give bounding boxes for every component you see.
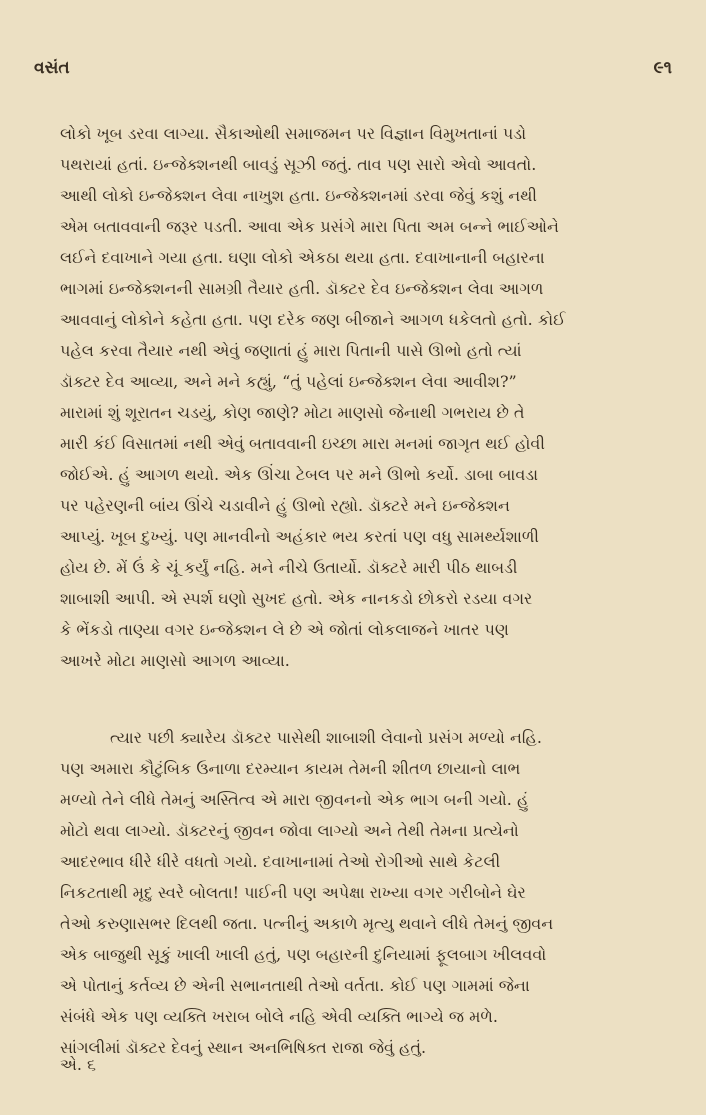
text-line: મળ્યો તેને લીધે તેમનું અસ્તિત્વ એ મારા જીવનનો એક ભાગ બની ગયો. હું bbox=[60, 790, 529, 809]
text-line: સંબંધે એક પણ વ્યક્તિ ખરાબ બોલે નહિ એવી વ્યક્તિ ભાગ્યે જ મળે. bbox=[60, 1007, 498, 1026]
text-line: મારામાં શું શૂરાતન ચડયું, કોણ જાણે? મોટા માણસો જેનાથી ગભરાય છે તે bbox=[60, 403, 525, 422]
text-line: સાંગલીમાં ડૉક્ટર દેવનું સ્થાન અનભિષિક્ત રાજા જેવું હતું. bbox=[60, 1038, 427, 1057]
text-line: આખરે મોટા માણસો આગળ આવ્યા. bbox=[60, 651, 290, 670]
text-line: પથરાયાં હતાં. ઇન્જેક્શનથી બાવડું સૂઝી જતું. તાવ પણ સારો એવો આવતો. bbox=[60, 155, 537, 174]
text-line: મારી કંઈ વિસાતમાં નથી એવું બતાવવાની ઇચ્છા મારા મનમાં જાગૃત થઈ હોવી bbox=[60, 434, 545, 453]
text-line: લોકો ખૂબ ડરવા લાગ્યા. સૈકાઓથી સમાજમન પર વિજ્ઞાન વિમુખતાનાં પડો bbox=[60, 124, 527, 143]
signature-mark: એ. ૬ bbox=[60, 1055, 97, 1074]
text-line: મોટો થવા લાગ્યો. ડૉક્ટરનું જીવન જોવા લાગ્યો અને તેથી તેમના પ્રત્યેનો bbox=[60, 821, 519, 840]
text-line: આથી લોકો ઇન્જેક્શન લેવા નાખુશ હતા. ઇન્જેક્શનમાં ડરવા જેવું કશું નથી bbox=[60, 186, 537, 205]
text-line: એક બાજુથી સૂકું ખાલી ખાલી હતું, પણ બહારની દુનિયામાં ફૂલબાગ ખીલવવો bbox=[60, 945, 547, 964]
text-line: તેઓ કરુણાસભર દિલથી જતા. પત્નીનું અકાળે મૃત્યુ થવાને લીધે તેમનું જીવન bbox=[60, 914, 554, 933]
text-line: પહેલ કરવા તૈયાર નથી એવું જણાતાં હું મારા પિતાની પાસે ઊભો હતો ત્યાં bbox=[60, 341, 522, 360]
text-line: નિકટતાથી મૃદુ સ્વરે બોલતા! પાઈની પણ અપેક્ષા રાખ્યા વગર ગરીબોને ઘેર bbox=[60, 883, 526, 902]
text-line: ડૉક્ટર દેવ આવ્યા, અને મને કહ્યું, “તું પહેલાં ઇન્જેક્શન લેવા આવીશ?” bbox=[60, 372, 517, 391]
paragraph-1 bbox=[60, 118, 664, 676]
text-line: શાબાશી આપી. એ સ્પર્શ ઘણો સુખદ હતો. એક નાનકડો છોકરો રડયા વગર bbox=[60, 589, 533, 608]
text-line: લઈને દવાખાને ગયા હતા. ઘણા લોકો એકઠા થયા હતા. દવાખાનાની બહારના bbox=[60, 248, 545, 267]
text-line: આદરભાવ ધીરે ધીરે વધતો ગયો. દવાખાનામાં તેઓ રોગીઓ સાથે કેટલી bbox=[60, 852, 501, 871]
text-line: એમ બતાવવાની જરૂર પડતી. આવા એક પ્રસંગે મારા પિતા અમ બન્ને ભાઈઓને bbox=[60, 217, 559, 236]
text-line: કે ભેંકડો તાણ્યા વગર ઇન્જેક્શન લે છે એ જોતાં લોકલાજને ખાતર પણ bbox=[60, 620, 509, 639]
text-line: જોઈએ. હું આગળ થયો. એક ઊંચા ટેબલ પર મને ઊભો કર્યો. ડાબા બાવડા bbox=[60, 465, 538, 484]
text-line: પર પહેરણની બાંય ઊંચે ચડાવીને હું ઊભો રહ્યો. ડૉક્ટરે મને ઇન્જેક્શન bbox=[60, 496, 510, 515]
text-line: હોય છે. મેં ઉં કે ચૂં કર્યું નહિ. મને નીચે ઉતાર્યો. ડૉક્ટરે મારી પીઠ થાબડી bbox=[60, 558, 518, 577]
text-line: પણ અમારા કૌટુંબિક ઉનાળા દરમ્યાન કાયમ તેમની શીતળ છાયાનો લાભ bbox=[60, 759, 521, 778]
page-header bbox=[34, 58, 672, 82]
running-head: વસંત bbox=[34, 58, 70, 78]
text-line: એ પોતાનું કર્તવ્ય છે એની સભાનતાથી તેઓ વર્તતા. કોઈ પણ ગામમાં જેના bbox=[60, 976, 530, 995]
page-body bbox=[60, 118, 664, 1063]
page-number: ૯૧ bbox=[653, 58, 672, 78]
text-line: આપ્યું. ખૂબ દુખ્યું. પણ માનવીનો અહંકાર ભય કરતાં પણ વધુ સામર્થ્યશાળી bbox=[60, 527, 539, 546]
text-line: ત્યાર પછી ક્યારેય ડૉક્ટર પાસેથી શાબાશી લેવાનો પ્રસંગ મળ્યો નહિ. bbox=[110, 728, 542, 747]
text-line: ભાગમાં ઇન્જેક્શનની સામગ્રી તૈયાર હતી. ડૉક્ટર દેવ ઇન્જેક્શન લેવા આગળ bbox=[60, 279, 544, 298]
text-line: આવવાનું લોકોને કહેતા હતા. પણ દરેક જણ બીજાને આગળ ધકેલતો હતો. કોઈ bbox=[60, 310, 566, 329]
paragraph-2 bbox=[60, 722, 664, 1063]
paragraph-spacer bbox=[60, 676, 664, 722]
